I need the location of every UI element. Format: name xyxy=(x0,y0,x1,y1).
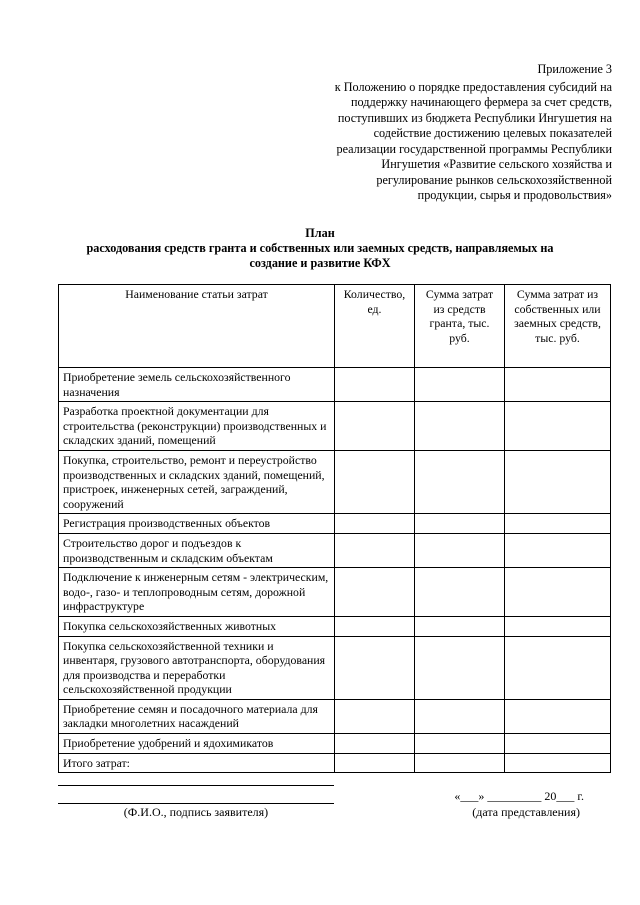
quantity-cell[interactable] xyxy=(335,368,415,402)
appendix-line: продукции, сырья и продовольствия» xyxy=(417,188,612,202)
quantity-cell[interactable] xyxy=(335,568,415,617)
row-item-name: Регистрация производственных объектов xyxy=(59,514,335,534)
grant-sum-cell[interactable] xyxy=(415,753,505,773)
own-sum-cell[interactable] xyxy=(505,568,611,617)
grant-sum-cell[interactable] xyxy=(415,368,505,402)
grant-sum-cell[interactable] xyxy=(415,699,505,733)
quantity-cell[interactable] xyxy=(335,450,415,513)
own-sum-cell[interactable] xyxy=(505,753,611,773)
title-line-3: создание и развитие КФХ xyxy=(249,256,391,270)
row-item-name: Покупка, строительство, ремонт и переустройство производственных и складских зданий, помещений, пристроек, инженерных сетей, заграждений, сооружений xyxy=(59,450,335,513)
signature-line[interactable] xyxy=(58,803,334,804)
grant-sum-cell[interactable] xyxy=(415,568,505,617)
grant-sum-cell[interactable] xyxy=(415,734,505,754)
signature-caption: (Ф.И.О., подпись заявителя) xyxy=(123,805,269,819)
own-sum-cell[interactable] xyxy=(505,533,611,567)
quantity-cell[interactable] xyxy=(335,533,415,567)
quantity-cell[interactable] xyxy=(335,699,415,733)
expense-plan-table xyxy=(58,284,611,773)
table-row xyxy=(59,368,611,402)
total-label: Итого затрат: xyxy=(59,753,335,773)
table-row xyxy=(59,616,611,636)
quantity-cell[interactable] xyxy=(335,616,415,636)
quantity-cell[interactable] xyxy=(335,753,415,773)
grant-sum-cell[interactable] xyxy=(415,514,505,534)
own-sum-cell[interactable] xyxy=(505,514,611,534)
own-sum-cell[interactable] xyxy=(505,368,611,402)
grant-sum-cell[interactable] xyxy=(415,402,505,451)
own-sum-cell[interactable] xyxy=(505,616,611,636)
table-row xyxy=(59,699,611,733)
table-row xyxy=(59,514,611,534)
document-title xyxy=(40,226,600,271)
title-line-2: расходования средств гранта и собственных или заемных средств, направляемых на xyxy=(86,241,554,255)
table-row xyxy=(59,734,611,754)
date-caption: (дата представления) xyxy=(472,805,580,819)
row-item-name: Подключение к инженерным сетям - электрическим, водо-, газо- и теплопроводным сетям, дорожной инфраструктуре xyxy=(59,568,335,617)
quantity-cell[interactable] xyxy=(335,514,415,534)
row-item-name: Приобретение семян и посадочного материала для закладки многолетних насаждений xyxy=(59,699,335,733)
header-quantity: Количество, ед. xyxy=(335,285,415,368)
grant-sum-cell[interactable] xyxy=(415,533,505,567)
quantity-cell[interactable] xyxy=(335,734,415,754)
table-row xyxy=(59,568,611,617)
appendix-line: регулирование рынков сельскохозяйственной xyxy=(376,172,612,187)
date-field[interactable]: «___» _________ 20___ г. xyxy=(454,789,584,803)
own-sum-cell[interactable] xyxy=(505,734,611,754)
appendix-heading: Приложение 3 xyxy=(537,62,612,76)
own-sum-cell[interactable] xyxy=(505,699,611,733)
appendix-line: к Положению о порядке предоставления субсидий на xyxy=(334,79,612,94)
title-line-1: План xyxy=(305,226,335,240)
appendix-line: Ингушетия «Развитие сельского хозяйства и xyxy=(381,157,612,171)
table-row xyxy=(59,450,611,513)
table-row xyxy=(59,533,611,567)
own-sum-cell[interactable] xyxy=(505,402,611,451)
appendix-line: реализации государственной программы Республики xyxy=(336,141,612,156)
row-item-name: Приобретение земель сельскохозяйственного назначения xyxy=(59,368,335,402)
appendix-line: поступивших из бюджета Республики Ингушетия на xyxy=(337,110,612,125)
row-item-name: Покупка сельскохозяйственной техники и инвентаря, грузового автотранспорта, оборудования для производства и переработки сельскохозяйственной продукции xyxy=(59,636,335,699)
quantity-cell[interactable] xyxy=(335,402,415,451)
grant-sum-cell[interactable] xyxy=(415,616,505,636)
table-row xyxy=(59,636,611,699)
signature-line[interactable] xyxy=(58,785,334,786)
appendix-line: содействие достижению целевых показателей xyxy=(373,126,612,140)
header-own-sum: Сумма затрат из собственных или заемных средств, тыс. руб. xyxy=(505,285,611,368)
quantity-cell[interactable] xyxy=(335,636,415,699)
header-item-name: Наименование статьи затрат xyxy=(59,285,335,368)
row-item-name: Покупка сельскохозяйственных животных xyxy=(59,616,335,636)
table-row xyxy=(59,402,611,451)
appendix-line: поддержку начинающего фермера за счет средств, xyxy=(351,95,612,109)
row-item-name: Приобретение удобрений и ядохимикатов xyxy=(59,734,335,754)
row-item-name: Разработка проектной документации для строительства (реконструкции) производственных и складских зданий, помещений xyxy=(59,402,335,451)
own-sum-cell[interactable] xyxy=(505,450,611,513)
table-header-row xyxy=(59,285,611,368)
own-sum-cell[interactable] xyxy=(505,636,611,699)
total-row xyxy=(59,753,611,773)
grant-sum-cell[interactable] xyxy=(415,636,505,699)
header-grant-sum: Сумма затрат из средств гранта, тыс. руб. xyxy=(415,285,505,368)
appendix-block xyxy=(282,62,612,204)
row-item-name: Строительство дорог и подъездов к производственным и складским объектам xyxy=(59,533,335,567)
grant-sum-cell[interactable] xyxy=(415,450,505,513)
